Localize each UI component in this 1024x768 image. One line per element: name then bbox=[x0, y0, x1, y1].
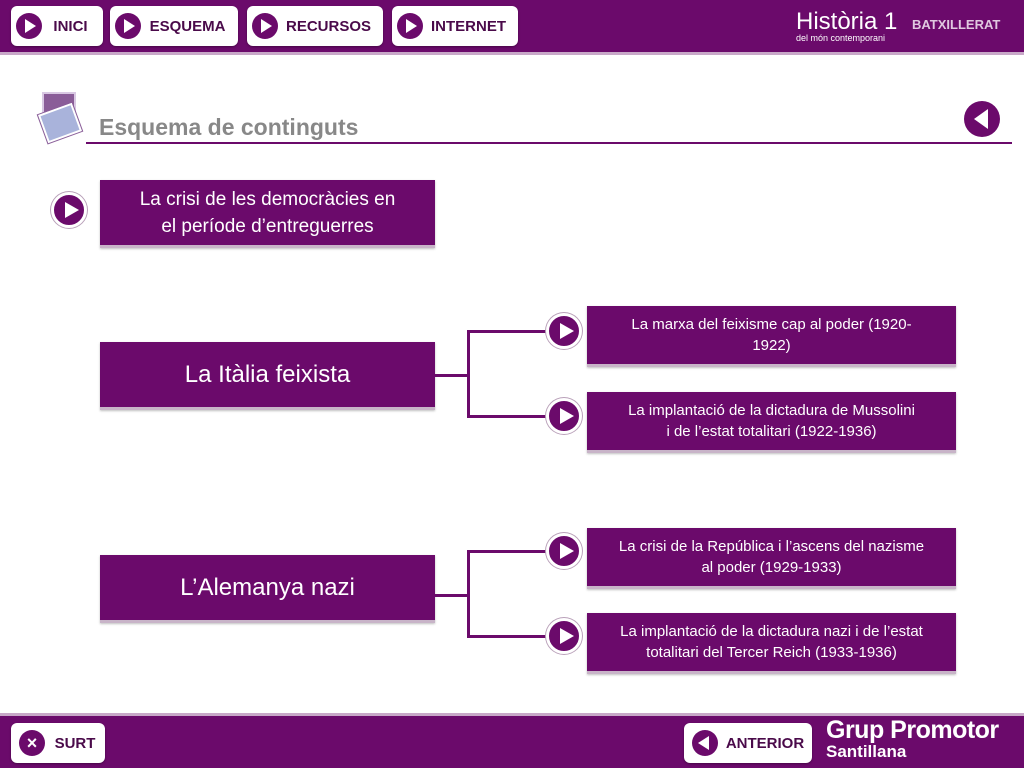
play-icon bbox=[16, 13, 42, 39]
intro-topic-box bbox=[100, 180, 435, 248]
back-arrow-icon bbox=[692, 730, 718, 756]
italy-item-1-play-button[interactable] bbox=[546, 313, 582, 349]
previous-button[interactable] bbox=[684, 723, 812, 763]
germany-item-2-play-button[interactable] bbox=[546, 618, 582, 654]
connector-line bbox=[467, 415, 547, 418]
back-button[interactable] bbox=[964, 101, 1000, 137]
germany-item-2-line1: La implantació de la dictadura nazi i de l’estat bbox=[620, 623, 923, 640]
intro-topic-line1: La crisi de les democràcies en bbox=[139, 188, 396, 210]
play-icon bbox=[115, 13, 141, 39]
italy-topic-title: La Itàlia feixista bbox=[184, 360, 351, 388]
brand-subtitle: del món contemporani bbox=[796, 33, 886, 43]
play-icon bbox=[397, 13, 423, 39]
previous-label: ANTERIOR bbox=[725, 734, 805, 752]
italy-item-2-box[interactable] bbox=[587, 392, 956, 453]
publisher-logo-line2: Santillana bbox=[826, 742, 907, 761]
schema-icon bbox=[36, 90, 86, 150]
germany-item-1-play-button[interactable] bbox=[546, 533, 582, 569]
connector-line bbox=[467, 550, 470, 638]
italy-topic-box bbox=[100, 342, 435, 410]
italy-item-2-line2: i de l’estat totalitari (1922-1936) bbox=[666, 423, 877, 440]
germany-item-2-line2: totalitari del Tercer Reich (1933-1936) bbox=[646, 644, 897, 661]
nav-recursos-button[interactable] bbox=[247, 6, 383, 46]
nav-internet-button[interactable] bbox=[392, 6, 518, 46]
play-icon bbox=[252, 13, 278, 39]
germany-item-2-box[interactable] bbox=[587, 613, 956, 674]
germany-item-1-box[interactable] bbox=[587, 528, 956, 589]
italy-item-1-line1: La marxa del feixisme cap al poder (1920- bbox=[631, 316, 912, 333]
connector-line bbox=[428, 594, 470, 597]
page-title: Esquema de continguts bbox=[99, 114, 359, 140]
germany-topic-title: L’Alemanya nazi bbox=[180, 573, 355, 601]
italy-item-1-line2: 1922) bbox=[752, 337, 791, 354]
nav-inici-label: INICI bbox=[53, 17, 88, 35]
connector-line bbox=[467, 330, 547, 333]
exit-button[interactable] bbox=[11, 723, 105, 763]
nav-internet-label: INTERNET bbox=[431, 17, 506, 35]
intro-play-button[interactable] bbox=[51, 192, 87, 228]
germany-topic-box bbox=[100, 555, 435, 623]
brand-tag: BATXILLERAT bbox=[912, 17, 1001, 32]
nav-esquema-label: ESQUEMA bbox=[149, 17, 226, 35]
connector-line bbox=[467, 550, 547, 553]
connector-line bbox=[467, 635, 547, 638]
top-bar-divider bbox=[0, 52, 1024, 55]
publisher-logo-line1: Grup Promotor bbox=[826, 716, 999, 744]
germany-item-1-line1: La crisi de la República i l’ascens del nazisme bbox=[618, 538, 925, 555]
nav-esquema-button[interactable] bbox=[110, 6, 238, 46]
connector-line bbox=[428, 374, 470, 377]
italy-item-2-line1: La implantació de la dictadura de Mussolini bbox=[628, 402, 915, 419]
exit-label: SURT bbox=[54, 734, 96, 752]
nav-inici-button[interactable] bbox=[11, 6, 103, 46]
italy-item-1-box[interactable] bbox=[587, 306, 956, 367]
nav-recursos-label: RECURSOS bbox=[285, 17, 371, 35]
connector-line bbox=[467, 330, 470, 418]
germany-item-1-line2: al poder (1929-1933) bbox=[701, 559, 842, 576]
intro-topic-line2: el període d’entreguerres bbox=[161, 215, 374, 237]
brand-title: Història 1 bbox=[796, 8, 898, 35]
italy-item-2-play-button[interactable] bbox=[546, 398, 582, 434]
title-underline bbox=[86, 142, 1012, 144]
close-icon: × bbox=[19, 730, 45, 756]
